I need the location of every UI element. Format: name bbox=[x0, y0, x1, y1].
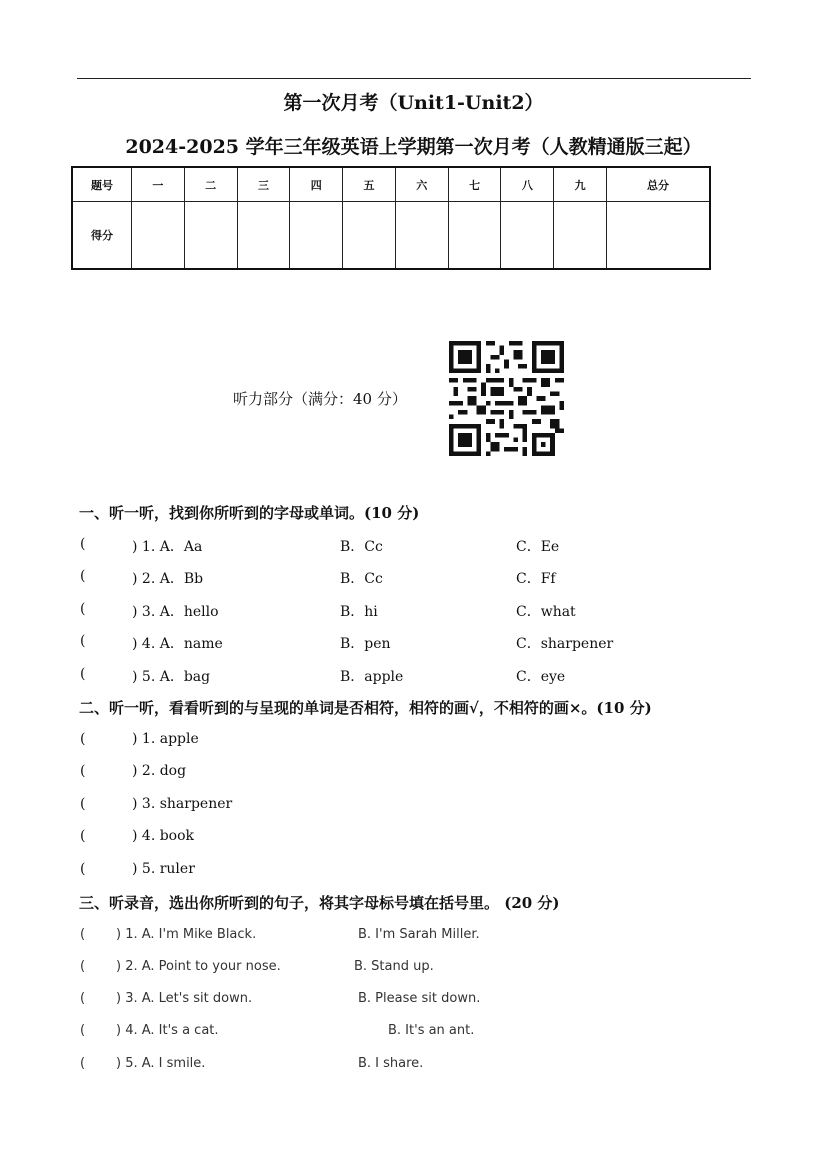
score-table-col-header: 总分 bbox=[607, 167, 710, 202]
answer-paren[interactable]: ( bbox=[80, 1023, 86, 1038]
question-option-a: ) 2. A．Bb bbox=[132, 571, 204, 587]
score-cell[interactable] bbox=[501, 202, 554, 270]
question-option-b: B. I share. bbox=[358, 1056, 424, 1071]
score-table-col-header: 五 bbox=[343, 167, 396, 202]
answer-paren[interactable]: ( bbox=[80, 731, 86, 747]
question-option-b: B．apple bbox=[340, 669, 404, 685]
answer-paren[interactable]: ( bbox=[80, 796, 86, 812]
question-option-a: ) 1. A. I'm Mike Black. bbox=[116, 927, 257, 942]
listening-section-label: 听力部分（满分：40 分） bbox=[233, 390, 407, 408]
score-table-col-header: 三 bbox=[237, 167, 290, 202]
section2-title: 二、听一听，看看听到的与呈现的单词是否相符，相符的画√，不相符的画×。(10 分) bbox=[79, 699, 652, 717]
qr-code-icon[interactable] bbox=[449, 341, 564, 456]
exam-title: 第一次月考（Unit1-Unit2） bbox=[283, 92, 544, 114]
score-cell[interactable] bbox=[448, 202, 501, 270]
question-option-a: ) 3. A．hello bbox=[132, 604, 219, 620]
score-cell[interactable] bbox=[237, 202, 290, 270]
score-cell[interactable] bbox=[290, 202, 343, 270]
question-option-a: ) 4. A．name bbox=[132, 636, 223, 652]
question-option-c: C．sharpener bbox=[516, 636, 614, 652]
score-table-col-header: 八 bbox=[501, 167, 554, 202]
question-word: ) 2. dog bbox=[132, 763, 187, 779]
score-table-col-header: 七 bbox=[448, 167, 501, 202]
answer-paren[interactable]: ( bbox=[80, 861, 86, 877]
answer-paren[interactable]: ( bbox=[80, 568, 86, 584]
question-option-a: ) 5. A．bag bbox=[132, 669, 211, 685]
score-table-label-cell: 题号 bbox=[72, 167, 132, 202]
answer-paren[interactable]: ( bbox=[80, 633, 86, 649]
question-option-b: B. I'm Sarah Miller. bbox=[358, 927, 480, 942]
question-word: ) 5. ruler bbox=[132, 861, 195, 877]
score-table-col-header: 九 bbox=[554, 167, 607, 202]
question-option-a: ) 3. A. Let's sit down. bbox=[116, 991, 253, 1006]
score-table-col-header: 六 bbox=[395, 167, 448, 202]
question-option-a: ) 5. A. I smile. bbox=[116, 1056, 206, 1071]
header-rule bbox=[77, 78, 751, 79]
score-cell[interactable] bbox=[395, 202, 448, 270]
score-cell[interactable] bbox=[343, 202, 396, 270]
score-cell[interactable] bbox=[607, 202, 710, 270]
question-option-a: ) 2. A. Point to your nose. bbox=[116, 959, 281, 974]
answer-paren[interactable]: ( bbox=[80, 666, 86, 682]
question-option-c: C．eye bbox=[516, 669, 566, 685]
score-table-col-header: 四 bbox=[290, 167, 343, 202]
score-table-header-row bbox=[72, 167, 710, 202]
score-cell[interactable] bbox=[132, 202, 185, 270]
question-option-b: B．pen bbox=[340, 636, 391, 652]
question-option-c: C．Ff bbox=[516, 571, 556, 587]
score-table-col-header: 二 bbox=[184, 167, 237, 202]
answer-paren[interactable]: ( bbox=[80, 1056, 86, 1071]
answer-paren[interactable]: ( bbox=[80, 991, 86, 1006]
answer-paren[interactable]: ( bbox=[80, 959, 86, 974]
answer-paren[interactable]: ( bbox=[80, 601, 86, 617]
question-option-c: C．Ee bbox=[516, 539, 560, 555]
question-option-b: B．Cc bbox=[340, 571, 383, 587]
question-word: ) 1. apple bbox=[132, 731, 199, 747]
question-option-a: ) 4. A. It's a cat. bbox=[116, 1023, 219, 1038]
section3-title: 三、听录音，选出你所听到的句子，将其字母标号填在括号里。 (20 分) bbox=[79, 894, 560, 912]
score-table-score-row bbox=[72, 202, 710, 270]
answer-paren[interactable]: ( bbox=[80, 763, 86, 779]
question-option-b: B. Please sit down. bbox=[358, 991, 481, 1006]
question-word: ) 4. book bbox=[132, 828, 195, 844]
score-table bbox=[71, 166, 711, 270]
question-option-b: B. It's an ant. bbox=[388, 1023, 475, 1038]
answer-paren[interactable]: ( bbox=[80, 927, 86, 942]
question-option-b: B．Cc bbox=[340, 539, 383, 555]
score-table-col-header: 一 bbox=[132, 167, 185, 202]
exam-subtitle: 2024-2025 学年三年级英语上学期第一次月考（人教精通版三起） bbox=[125, 136, 702, 158]
question-option-c: C．what bbox=[516, 604, 576, 620]
answer-paren[interactable]: ( bbox=[80, 828, 86, 844]
question-option-b: B. Stand up. bbox=[354, 959, 434, 974]
score-table-label-cell: 得分 bbox=[72, 202, 132, 270]
score-cell[interactable] bbox=[184, 202, 237, 270]
answer-paren[interactable]: ( bbox=[80, 536, 86, 552]
question-option-a: ) 1. A．Aa bbox=[132, 539, 203, 555]
section1-title: 一、听一听，找到你所听到的字母或单词。(10 分) bbox=[79, 504, 420, 522]
score-cell[interactable] bbox=[554, 202, 607, 270]
question-word: ) 3. sharpener bbox=[132, 796, 233, 812]
question-option-b: B．hi bbox=[340, 604, 378, 620]
